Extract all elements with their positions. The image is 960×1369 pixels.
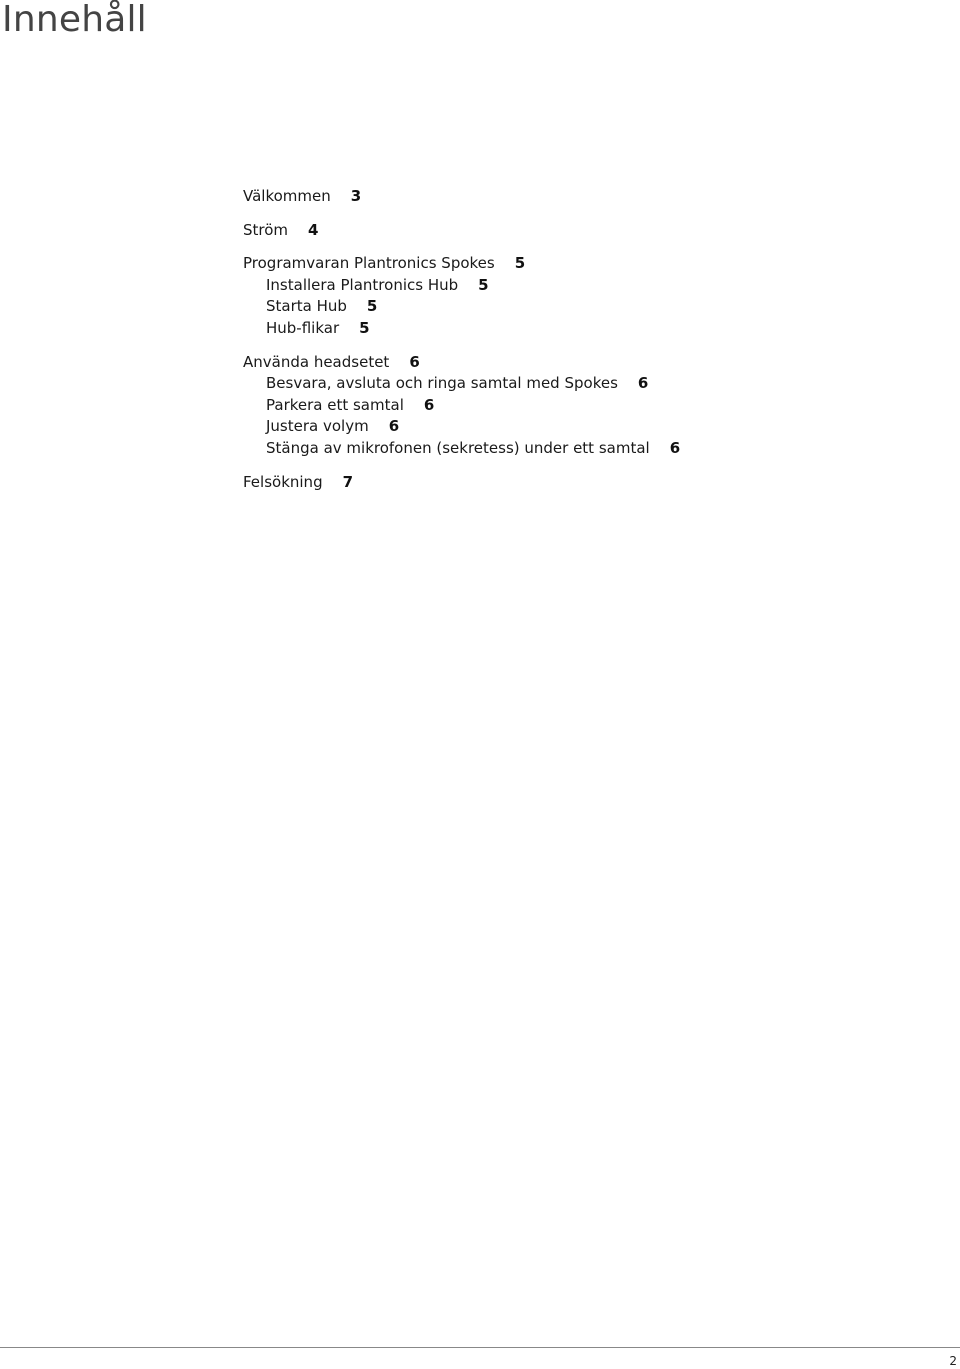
toc-subentry-page: 6 — [423, 395, 435, 414]
toc-section — [243, 352, 943, 460]
toc-subentry-label: Parkera ett samtal — [266, 395, 404, 414]
toc-subentry[interactable] — [243, 318, 943, 340]
table-of-contents — [243, 186, 943, 505]
toc-subentry[interactable] — [243, 438, 943, 460]
toc-subentry-page: 5 — [366, 297, 378, 316]
toc-section — [243, 186, 943, 208]
toc-subentry-label: Justera volym — [266, 417, 369, 436]
toc-entry-label: Välkommen — [243, 187, 331, 205]
toc-subentry-page: 6 — [388, 417, 400, 436]
toc-section — [243, 220, 943, 242]
page-title: Innehåll — [2, 0, 147, 40]
toc-section — [243, 253, 943, 339]
toc-entry[interactable] — [243, 253, 943, 275]
toc-subentry[interactable] — [243, 373, 943, 395]
toc-subentry-label: Starta Hub — [266, 297, 347, 316]
toc-entry-label: Använda headsetet — [243, 352, 390, 371]
toc-entry-label: Ström — [243, 220, 289, 239]
toc-entry-page: 4 — [308, 220, 319, 239]
toc-entry-page: 5 — [514, 254, 526, 273]
toc-subentry-label: Besvara, avsluta och ringa samtal med Spokes — [266, 374, 618, 393]
page-number: 2 — [949, 1354, 957, 1368]
toc-entry[interactable] — [243, 472, 943, 494]
toc-entry-page: 3 — [350, 187, 362, 205]
toc-subentry[interactable] — [243, 296, 943, 318]
toc-entry-label: Felsökning — [243, 472, 323, 491]
toc-subentry[interactable] — [243, 416, 943, 438]
toc-entry[interactable] — [243, 352, 943, 374]
toc-subentry-label: Installera Plantronics Hub — [266, 275, 459, 294]
toc-subentry-page: 6 — [637, 374, 649, 393]
toc-subentry-label: Stänga av mikrofonen (sekretess) under ett samtal — [266, 438, 650, 457]
toc-subentry-page: 6 — [669, 438, 681, 457]
toc-subentry[interactable] — [243, 395, 943, 417]
toc-entry-page: 7 — [342, 472, 354, 491]
toc-entry[interactable] — [243, 220, 943, 242]
toc-subentry-page: 5 — [478, 275, 489, 294]
footer-divider — [0, 1347, 960, 1348]
toc-subentry-page: 5 — [359, 318, 370, 337]
toc-entry[interactable] — [243, 186, 943, 208]
toc-entry-label: Programvaran Plantronics Spokes — [243, 254, 495, 273]
toc-section — [243, 472, 943, 494]
toc-subentry-label: Hub-flikar — [266, 318, 340, 337]
toc-entry-page: 6 — [409, 352, 420, 371]
toc-subentry[interactable] — [243, 275, 943, 297]
